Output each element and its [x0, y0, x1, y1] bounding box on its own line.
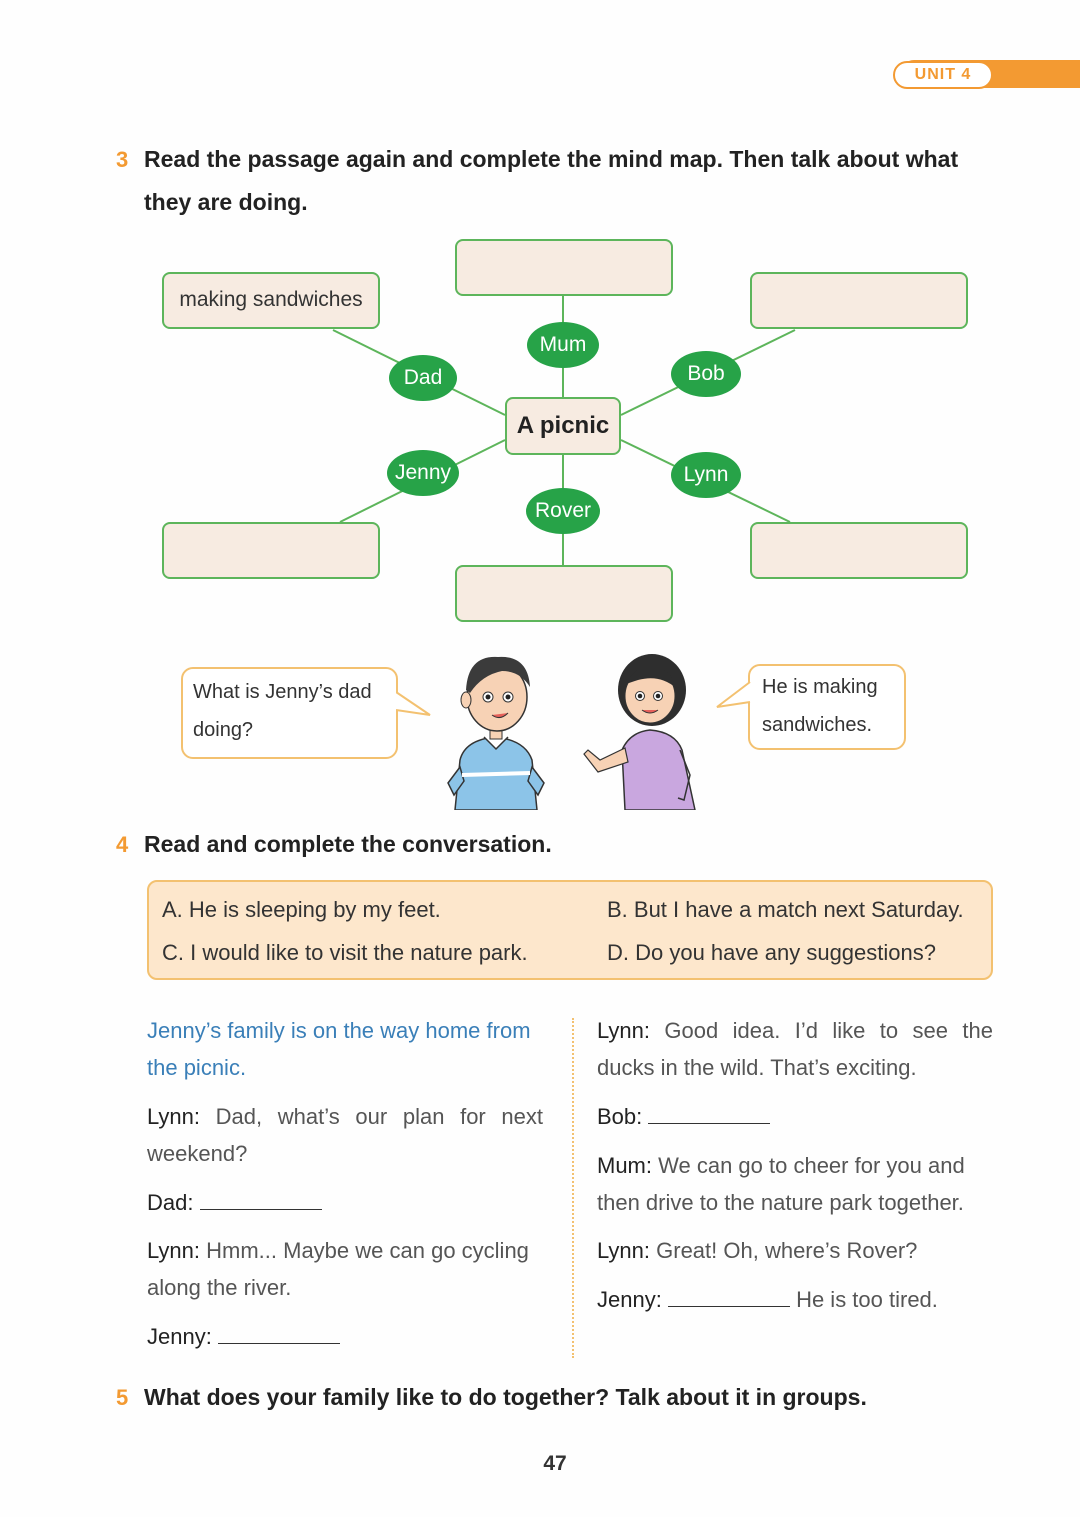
node-dad: Dad — [389, 355, 457, 401]
line-text: weekend? — [147, 1141, 248, 1166]
option-c: C. I would like to visit the nature park. — [162, 940, 528, 965]
bubble-tail-left — [396, 690, 436, 720]
conv-bob-1 — [597, 1098, 770, 1135]
rover-answer-box[interactable] — [455, 565, 673, 622]
conv-jenny-2 — [597, 1281, 938, 1318]
q4-heading — [116, 822, 128, 867]
answer-blank-jenny-1[interactable] — [218, 1321, 340, 1344]
bubble-question-line2: doing? — [193, 719, 254, 741]
speaker-bob: Bob: — [597, 1104, 643, 1129]
jenny-answer-box[interactable] — [162, 522, 380, 579]
node-bob: Bob — [671, 351, 741, 397]
speaker-lynn: Lynn: — [597, 1018, 651, 1043]
line-text: ducks in the wild. That’s exciting. — [597, 1055, 917, 1080]
line-text: along the river. — [147, 1275, 292, 1300]
option-b: B. But I have a match next Saturday. — [607, 897, 964, 922]
q3-instruction-line1: Read the passage again and complete the mind map. Then talk about what — [144, 146, 959, 172]
mum-answer-box[interactable] — [455, 239, 673, 296]
intro-line2: the picnic. — [147, 1055, 247, 1080]
speaker-mum: Mum: — [597, 1153, 652, 1178]
girl-illustration — [580, 650, 710, 810]
speech-bubble-question — [181, 667, 398, 759]
q3-instruction-line2: they are doing. — [144, 189, 308, 215]
bubble-answer-line1: He is making — [762, 676, 878, 698]
conv-lynn-3 — [597, 1012, 993, 1086]
speaker-jenny: Jenny: — [597, 1287, 662, 1312]
answer-blank-jenny-2[interactable] — [668, 1284, 790, 1307]
q5-number: 5 — [116, 1385, 129, 1410]
speaker-lynn: Lynn: — [147, 1104, 201, 1129]
option-d: D. Do you have any suggestions? — [607, 940, 936, 965]
speaker-lynn: Lynn: — [147, 1238, 201, 1263]
conv-mum-1 — [597, 1147, 993, 1221]
lynn-answer-box[interactable] — [750, 522, 968, 579]
conv-jenny-1 — [147, 1318, 340, 1355]
q4-number: 4 — [116, 832, 129, 857]
boy-illustration — [440, 645, 550, 810]
option-a: A. He is sleeping by my feet. — [162, 897, 441, 922]
line-text: Hmm... Maybe we can go cycling — [200, 1238, 529, 1263]
answer-blank-dad[interactable] — [200, 1187, 322, 1210]
conv-dad-1 — [147, 1184, 322, 1221]
intro-line1: Jenny’s family is on the way home from — [147, 1018, 531, 1043]
line-text: Good idea. I’d like to see the — [650, 1018, 993, 1043]
line-text: Great! Oh, where’s Rover? — [650, 1238, 918, 1263]
conv-lynn-2 — [147, 1232, 543, 1306]
bubble-question-line1: What is Jenny’s dad — [193, 681, 372, 703]
speaker-lynn: Lynn: — [597, 1238, 651, 1263]
q3-number: 3 — [116, 147, 129, 172]
mindmap-center: A picnic — [505, 397, 621, 455]
bob-answer-box[interactable] — [750, 272, 968, 329]
unit-label: UNIT 4 — [893, 61, 993, 89]
q5-title: What does your family like to do together? Talk about it in groups. — [144, 1384, 867, 1410]
q4-title: Read and complete the conversation. — [144, 831, 552, 857]
line-text: Dad, what’s our plan for next — [200, 1104, 543, 1129]
column-divider — [572, 1018, 574, 1358]
speaker-jenny: Jenny: — [147, 1324, 212, 1349]
intro-text — [147, 1012, 531, 1086]
line-text: He is too tired. — [789, 1287, 938, 1312]
node-jenny: Jenny — [387, 450, 459, 496]
bubble-tail-right — [714, 680, 754, 712]
q5-heading — [116, 1375, 128, 1420]
dad-answer-box: making sandwiches — [162, 272, 380, 329]
node-lynn: Lynn — [671, 452, 741, 498]
line-text: then drive to the nature park together. — [597, 1190, 964, 1215]
node-rover: Rover — [526, 488, 600, 534]
conv-lynn-1 — [147, 1098, 543, 1172]
speaker-dad: Dad: — [147, 1190, 194, 1215]
answer-blank-bob[interactable] — [648, 1101, 770, 1124]
line-text: We can go to cheer for you and — [652, 1153, 965, 1178]
conv-lynn-4 — [597, 1232, 917, 1269]
options-box — [147, 880, 993, 980]
bubble-answer-line2: sandwiches. — [762, 714, 873, 736]
page-number: 47 — [543, 1452, 567, 1475]
node-mum: Mum — [527, 322, 599, 368]
speech-bubble-answer — [748, 664, 906, 750]
